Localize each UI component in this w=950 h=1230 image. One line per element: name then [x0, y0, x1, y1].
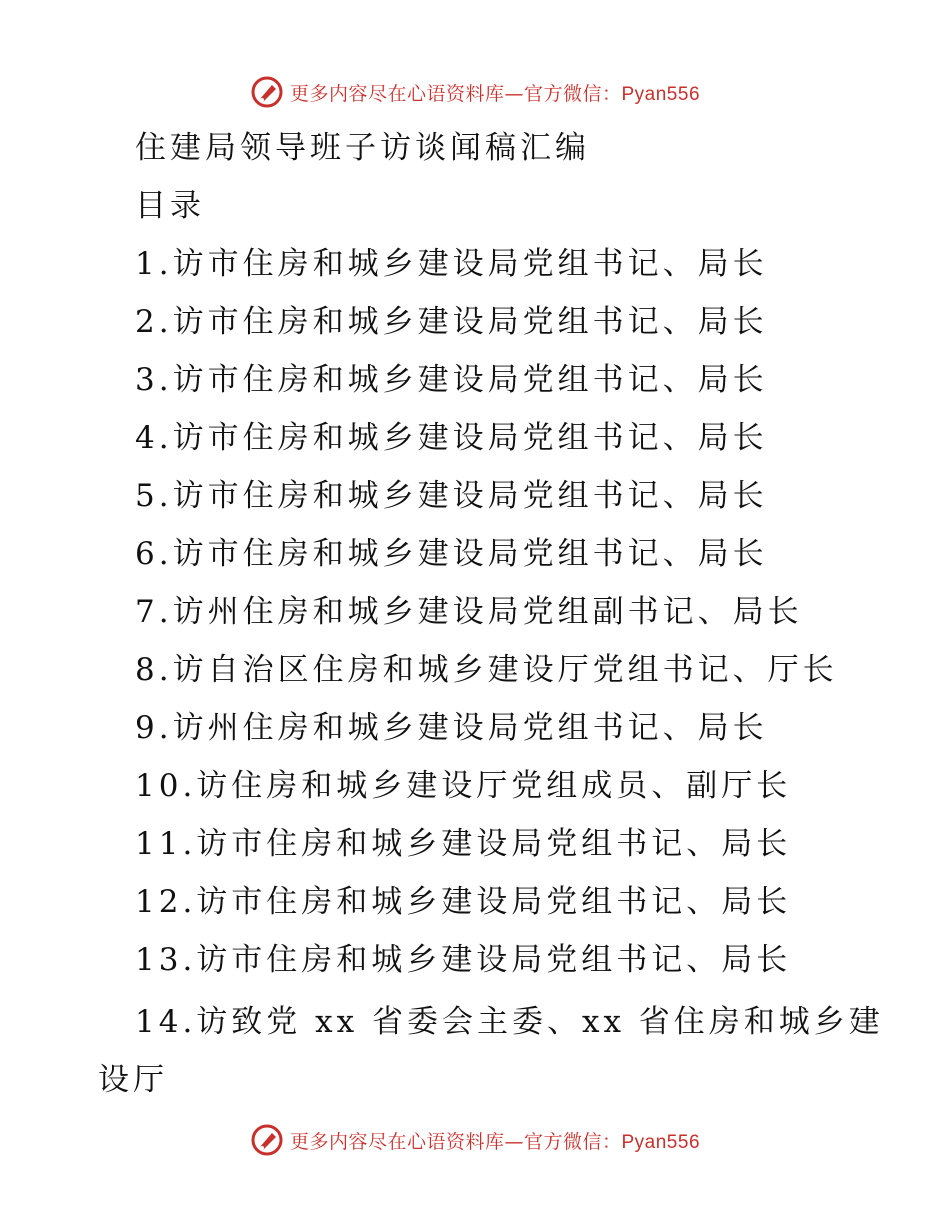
- pen-nib-logo-icon: [250, 1123, 284, 1157]
- toc-item: 4.访市住房和城乡建设局党组书记、局长: [135, 420, 768, 456]
- toc-heading: 目录: [135, 188, 205, 224]
- wechat-id: Pyan556: [621, 1131, 701, 1153]
- toc-item: 10.访住房和城乡建设厅党组成员、副厅长: [135, 768, 792, 804]
- wechat-id: Pyan556: [621, 83, 701, 105]
- header-banner: [0, 72, 950, 112]
- toc-item: 8.访自治区住房和城乡建设厅党组书记、厅长: [135, 652, 838, 688]
- document-title: 住建局领导班子访谈闻稿汇编: [135, 130, 590, 166]
- footer-banner: [0, 1120, 950, 1160]
- toc-item: 14.访致党 xx 省委会主委、xx 省住房和城乡建: [135, 1004, 884, 1040]
- toc-item: 5.访市住房和城乡建设局党组书记、局长: [135, 478, 768, 514]
- banner-text: 更多内容尽在心语资料库—官方微信：Pyan556: [289, 82, 701, 105]
- toc-item: 2.访市住房和城乡建设局党组书记、局长: [135, 304, 768, 340]
- toc-item: 12.访市住房和城乡建设局党组书记、局长: [135, 884, 792, 920]
- toc-item: 3.访市住房和城乡建设局党组书记、局长: [135, 362, 768, 398]
- toc-item: 13.访市住房和城乡建设局党组书记、局长: [135, 942, 792, 978]
- toc-item: 11.访市住房和城乡建设局党组书记、局长: [135, 826, 792, 862]
- toc-item: 9.访州住房和城乡建设局党组书记、局长: [135, 710, 768, 746]
- banner-text: 更多内容尽在心语资料库—官方微信：Pyan556: [289, 1130, 701, 1153]
- toc-item: 6.访市住房和城乡建设局党组书记、局长: [135, 536, 768, 572]
- pen-nib-logo-icon: [250, 75, 284, 109]
- toc-item: 1.访市住房和城乡建设局党组书记、局长: [135, 246, 768, 282]
- toc-item: 7.访州住房和城乡建设局党组副书记、局长: [135, 594, 803, 630]
- toc-item-continuation: 设厅: [98, 1062, 168, 1098]
